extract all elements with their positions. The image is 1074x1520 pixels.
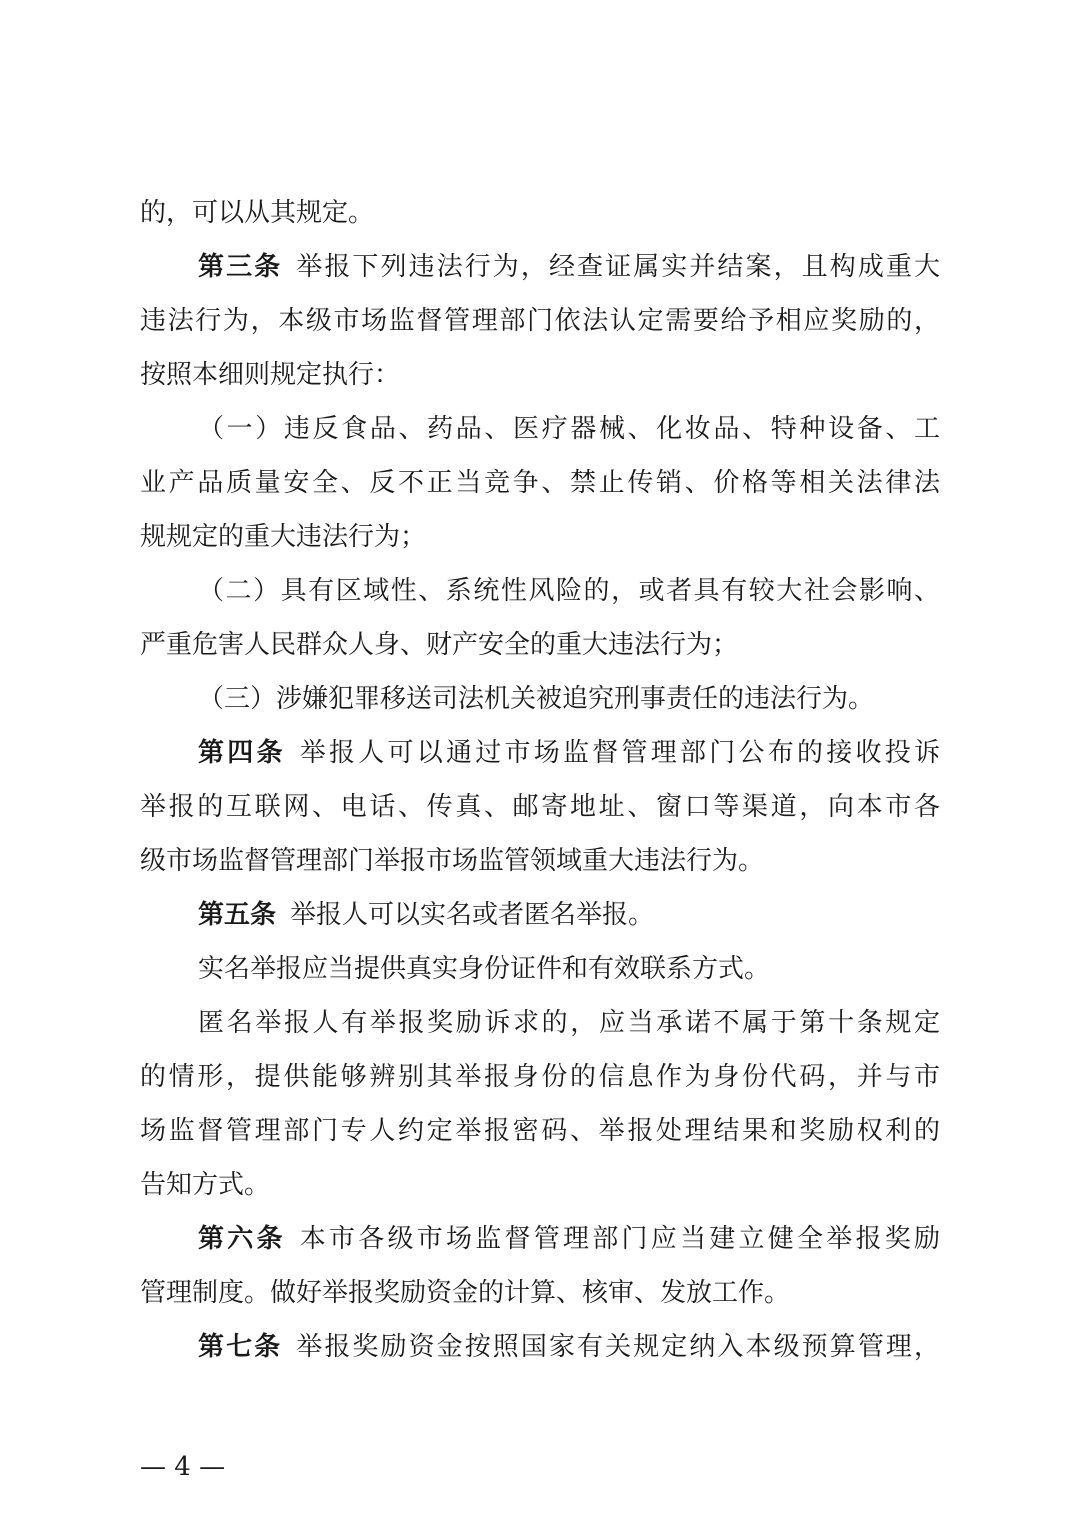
text-line [198, 888, 940, 942]
text-line [198, 942, 940, 996]
text-line [198, 240, 940, 294]
line-text: 规规定的重大违法行为； [140, 522, 427, 552]
text-line [140, 1104, 940, 1158]
text-line [140, 1050, 940, 1104]
text-line [140, 348, 940, 402]
article-number: 第四条 [198, 738, 286, 768]
line-text: （一）违反食品、药品、医疗器械、化妆品、特种设备、工 [198, 414, 940, 444]
article-number: 第六条 [198, 1224, 286, 1254]
text-line [140, 834, 940, 888]
line-text: （三）涉嫌犯罪移送司法机关被追究刑事责任的违法行为。 [198, 684, 875, 714]
text-line [140, 456, 940, 510]
text-line [198, 564, 940, 618]
line-text: 管理制度。做好举报奖励资金的计算、核审、发放工作。 [140, 1278, 791, 1308]
line-text: 举报人可以实名或者匿名举报。 [290, 900, 655, 930]
line-text: 举报人可以通过市场监督管理部门公布的接收投诉 [299, 738, 940, 768]
line-text: 场监督管理部门专人约定举报密码、举报处理结果和奖励权利的 [140, 1116, 940, 1146]
line-text: 的情形，提供能够辨别其举报身份的信息作为身份代码，并与市 [140, 1062, 940, 1092]
line-text: 的，可以从其规定。 [140, 198, 375, 228]
line-text: 举报的互联网、电话、传真、邮寄地址、窗口等渠道，向本市各 [140, 792, 940, 822]
text-line [140, 294, 940, 348]
text-line [140, 510, 940, 564]
line-text: 实名举报应当提供真实身份证件和有效联系方式。 [198, 954, 771, 984]
line-text: 告知方式。 [140, 1170, 271, 1200]
article-number: 第七条 [198, 1332, 283, 1362]
line-text: 按照本细则规定执行： [140, 360, 401, 390]
text-line [198, 1320, 940, 1374]
line-text: 严重危害人民群众人身、财产安全的重大违法行为； [140, 630, 739, 660]
text-line [198, 402, 940, 456]
text-line [140, 780, 940, 834]
line-text: 级市场监督管理部门举报市场监管领域重大违法行为。 [140, 846, 765, 876]
page-number: — 4 — [140, 1452, 226, 1482]
text-line [140, 1158, 940, 1212]
text-line [198, 996, 940, 1050]
line-text: 举报下列违法行为，经查证属实并结案，且构成重大 [296, 252, 940, 282]
line-text: 违法行为，本级市场监督管理部门依法认定需要给予相应奖励的， [140, 306, 940, 336]
line-text: （二）具有区域性、系统性风险的，或者具有较大社会影响、 [198, 576, 940, 606]
text-line [198, 726, 940, 780]
text-line [140, 1266, 940, 1320]
line-text: 本市各级市场监督管理部门应当建立健全举报奖励 [299, 1224, 940, 1254]
text-line [198, 672, 940, 726]
line-text: 匿名举报人有举报奖励诉求的，应当承诺不属于第十条规定 [198, 1008, 940, 1038]
line-text: 业产品质量安全、反不正当竞争、禁止传销、价格等相关法律法 [140, 468, 940, 498]
text-line [140, 186, 940, 240]
text-line [140, 618, 940, 672]
text-line [198, 1212, 940, 1266]
article-number: 第三条 [198, 252, 283, 282]
line-text: 举报奖励资金按照国家有关规定纳入本级预算管理， [296, 1332, 940, 1362]
article-number: 第五条 [198, 900, 277, 930]
